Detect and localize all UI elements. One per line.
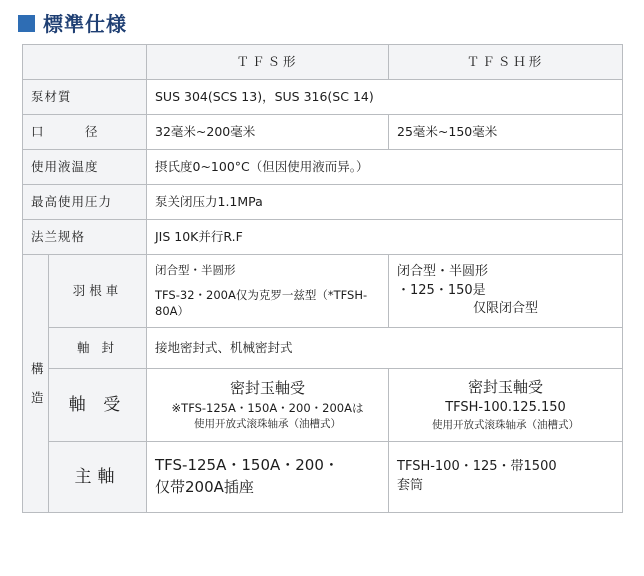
header-tfs: ＴＦＳ形	[147, 45, 389, 80]
impeller-tfsh	[389, 255, 623, 328]
table-row	[23, 255, 623, 328]
bearing-tfs-line2: ※TFS-125A・150A・200・200Aは	[171, 400, 364, 415]
sub-label-main-shaft: 主軸	[49, 442, 147, 513]
header-tfsh: ＴＦＳＨ形	[389, 45, 623, 80]
title-marker-icon	[18, 15, 35, 32]
table-row	[23, 220, 623, 255]
shaft-seal-value: 接地密封式、机械密封式	[147, 328, 623, 369]
bearing-tfs-line1: 密封玉軸受	[229, 379, 305, 398]
row-value-material: SUS 304(SCS 13)，SUS 316(SC 14)	[147, 80, 623, 115]
impeller-tfs-line1: 闭合型・半圆形	[155, 262, 236, 277]
bearing-tfsh-line1: 密封玉軸受	[467, 378, 543, 397]
impeller-tfs-line2: TFS-32・200A仅为克罗一兹型（*TFSH-80A）	[155, 287, 368, 319]
sub-label-bearing: 軸 受	[49, 369, 147, 442]
table-row	[23, 328, 623, 369]
structure-char-1: 構	[31, 360, 46, 376]
page-title-text: 標準仕様	[43, 11, 127, 36]
structure-char-2: 造	[31, 389, 46, 405]
row-label-bore: 口 径	[23, 115, 147, 150]
table-row	[23, 80, 623, 115]
main-shaft-tfsh-line1: TFSH-100・125・帯1500	[397, 459, 557, 475]
table-row	[23, 442, 623, 513]
page-title	[0, 0, 644, 34]
sub-label-shaft-seal: 軸 封	[49, 328, 147, 369]
table-header-row	[23, 45, 623, 80]
row-value-pressure: 泵关闭压力1.1MPa	[147, 185, 623, 220]
row-label-temperature: 使用液温度	[23, 150, 147, 185]
table-row	[23, 150, 623, 185]
row-label-structure	[23, 255, 49, 513]
main-shaft-tfsh-line2: 套筒	[397, 478, 424, 493]
table-row	[23, 369, 623, 442]
row-value-temperature: 摂氏度0~100°C（但因使用液而异。）	[147, 150, 623, 185]
row-value-flange: JIS 10K并行R.F	[147, 220, 623, 255]
main-shaft-tfs-line2: 仅带200A插座	[155, 478, 254, 496]
row-label-flange: 法兰规格	[23, 220, 147, 255]
bearing-tfsh-line3: 使用开放式滚珠轴承（油槽式）	[432, 418, 579, 431]
bearing-tfs	[147, 369, 389, 442]
impeller-tfsh-line3: 仅限闭合型	[472, 301, 538, 317]
impeller-tfsh-line1: 闭合型・半圆形	[397, 263, 489, 279]
bearing-tfs-line3: 使用开放式滚珠轴承（油槽式）	[194, 417, 341, 430]
table-row	[23, 185, 623, 220]
row-value-bore-tfs: 32毫米~200毫米	[147, 115, 389, 150]
bearing-tfsh	[389, 369, 623, 442]
specification-table	[22, 44, 623, 513]
bearing-tfsh-line2: TFSH-100.125.150	[445, 399, 566, 415]
main-shaft-tfs-line1: TFS-125A・150A・200・	[155, 456, 339, 475]
row-value-bore-tfsh: 25毫米~150毫米	[389, 115, 623, 150]
row-label-pressure: 最高使用圧力	[23, 185, 147, 220]
row-label-material: 泵材質	[23, 80, 147, 115]
main-shaft-tfs	[147, 442, 389, 513]
sub-label-impeller: 羽根車	[49, 255, 147, 328]
impeller-tfsh-line2: ・125・150是	[397, 282, 486, 298]
main-shaft-tfsh	[389, 442, 623, 513]
table-row	[23, 115, 623, 150]
header-blank	[23, 45, 147, 80]
impeller-tfs	[147, 255, 389, 328]
